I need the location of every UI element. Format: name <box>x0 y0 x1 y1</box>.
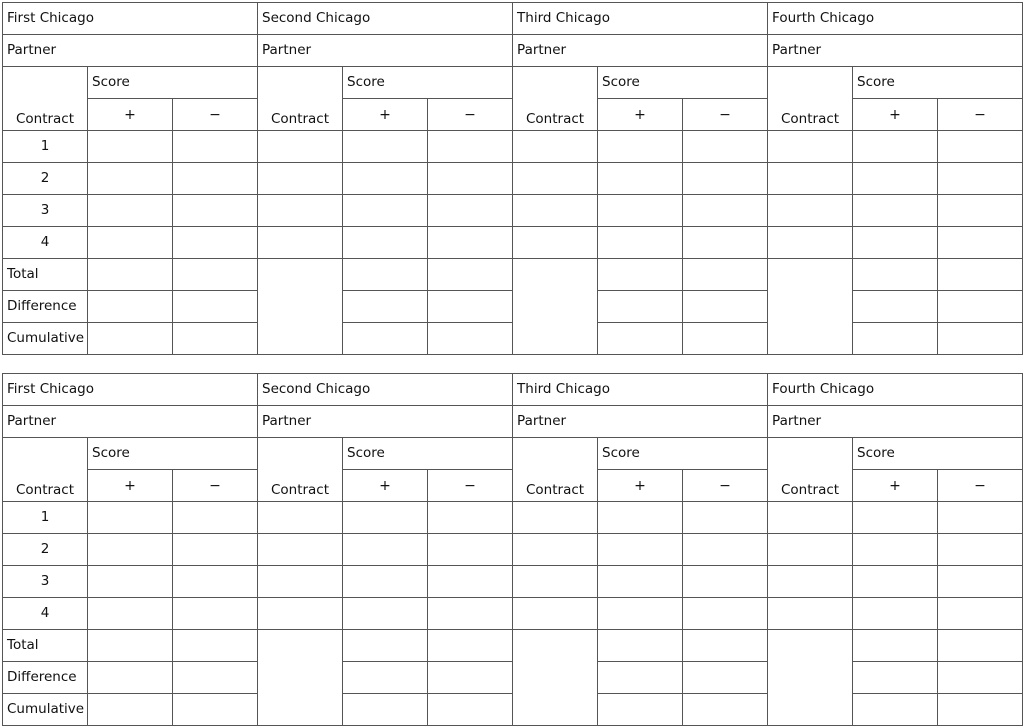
plus-score-cell[interactable] <box>88 195 173 227</box>
minus-header: − <box>428 99 513 131</box>
plus-minus-row <box>3 99 1023 131</box>
minus-score-cell[interactable] <box>428 502 513 534</box>
contract-cell[interactable] <box>513 131 598 163</box>
plus-score-cell[interactable] <box>343 131 428 163</box>
round-row <box>3 502 1023 534</box>
partner-field[interactable]: Partner <box>3 35 258 67</box>
contract-cell[interactable] <box>768 163 853 195</box>
plus-header: + <box>598 99 683 131</box>
minus-score-cell[interactable] <box>938 227 1023 259</box>
game-title: Third Chicago <box>513 3 768 35</box>
minus-total-cell[interactable] <box>428 323 513 355</box>
game-title: Second Chicago <box>258 3 513 35</box>
contract-cell[interactable] <box>768 566 853 598</box>
contract-cell[interactable] <box>513 227 598 259</box>
contract-blank-cell <box>768 630 853 726</box>
contract-cell[interactable] <box>768 534 853 566</box>
contract-cell[interactable] <box>258 502 343 534</box>
plus-score-cell[interactable] <box>343 598 428 630</box>
minus-score-cell[interactable] <box>938 598 1023 630</box>
minus-score-cell[interactable] <box>683 534 768 566</box>
plus-total-cell[interactable] <box>343 291 428 323</box>
plus-total-cell[interactable] <box>598 291 683 323</box>
minus-score-cell[interactable] <box>428 566 513 598</box>
game-title-row <box>3 3 1023 35</box>
minus-total-cell[interactable] <box>173 323 258 355</box>
minus-score-cell[interactable] <box>683 502 768 534</box>
score-header-row <box>3 67 1023 99</box>
chicago-score-sheet <box>2 2 1023 355</box>
minus-score-cell[interactable] <box>428 131 513 163</box>
chicago-score-sheet <box>2 373 1023 726</box>
plus-header: + <box>853 470 938 502</box>
plus-header: + <box>88 99 173 131</box>
plus-score-cell[interactable] <box>88 163 173 195</box>
plus-score-cell[interactable] <box>343 163 428 195</box>
contract-cell[interactable] <box>258 566 343 598</box>
minus-score-cell[interactable] <box>938 131 1023 163</box>
partner-field[interactable]: Partner <box>258 35 513 67</box>
round-row <box>3 534 1023 566</box>
game-title-row <box>3 374 1023 406</box>
minus-score-cell[interactable] <box>173 195 258 227</box>
minus-total-cell[interactable] <box>683 259 768 291</box>
minus-score-cell[interactable] <box>428 534 513 566</box>
minus-score-cell[interactable] <box>683 163 768 195</box>
minus-header: − <box>938 470 1023 502</box>
summary-row <box>3 630 1023 662</box>
game-title: Fourth Chicago <box>768 374 1023 406</box>
plus-total-cell[interactable] <box>853 694 938 726</box>
minus-score-cell[interactable] <box>173 566 258 598</box>
plus-total-cell[interactable] <box>88 630 173 662</box>
contract-cell[interactable] <box>258 163 343 195</box>
game-title: First Chicago <box>3 374 258 406</box>
minus-total-cell[interactable] <box>683 630 768 662</box>
plus-score-cell[interactable] <box>88 598 173 630</box>
contract-header: Contract <box>513 67 598 131</box>
summary-label: Cumulative <box>3 323 88 355</box>
plus-total-cell[interactable] <box>598 694 683 726</box>
plus-total-cell[interactable] <box>343 694 428 726</box>
contract-header: Contract <box>258 67 343 131</box>
plus-score-cell[interactable] <box>88 227 173 259</box>
minus-header: − <box>173 99 258 131</box>
contract-header: Contract <box>3 438 88 502</box>
contract-cell[interactable] <box>513 163 598 195</box>
plus-score-cell[interactable] <box>853 598 938 630</box>
plus-score-cell[interactable] <box>598 566 683 598</box>
plus-total-cell[interactable] <box>853 291 938 323</box>
plus-total-cell[interactable] <box>598 259 683 291</box>
plus-score-cell[interactable] <box>853 227 938 259</box>
score-header: Score <box>343 67 513 99</box>
contract-cell[interactable] <box>258 227 343 259</box>
minus-total-cell[interactable] <box>428 291 513 323</box>
plus-total-cell[interactable] <box>88 259 173 291</box>
round-number: 1 <box>3 502 88 534</box>
summary-row <box>3 291 1023 323</box>
minus-score-cell[interactable] <box>173 131 258 163</box>
plus-score-cell[interactable] <box>343 227 428 259</box>
minus-score-cell[interactable] <box>683 566 768 598</box>
plus-score-cell[interactable] <box>598 195 683 227</box>
minus-score-cell[interactable] <box>683 227 768 259</box>
minus-score-cell[interactable] <box>683 131 768 163</box>
round-number: 3 <box>3 566 88 598</box>
summary-label: Total <box>3 259 88 291</box>
partner-row <box>3 35 1023 67</box>
minus-header: − <box>173 470 258 502</box>
contract-blank-cell <box>768 259 853 355</box>
contract-cell[interactable] <box>513 502 598 534</box>
plus-score-cell[interactable] <box>88 534 173 566</box>
minus-total-cell[interactable] <box>173 259 258 291</box>
plus-score-cell[interactable] <box>343 195 428 227</box>
plus-header: + <box>343 99 428 131</box>
plus-total-cell[interactable] <box>853 630 938 662</box>
score-header: Score <box>88 438 258 470</box>
game-title: First Chicago <box>3 3 258 35</box>
round-number: 3 <box>3 195 88 227</box>
partner-field[interactable]: Partner <box>768 406 1023 438</box>
plus-total-cell[interactable] <box>853 662 938 694</box>
contract-cell[interactable] <box>258 195 343 227</box>
plus-score-cell[interactable] <box>598 131 683 163</box>
plus-total-cell[interactable] <box>343 662 428 694</box>
minus-score-cell[interactable] <box>683 195 768 227</box>
score-header: Score <box>853 438 1023 470</box>
plus-total-cell[interactable] <box>598 630 683 662</box>
contract-blank-cell <box>258 259 343 355</box>
summary-row <box>3 323 1023 355</box>
contract-header: Contract <box>3 67 88 131</box>
minus-score-cell[interactable] <box>938 566 1023 598</box>
score-header: Score <box>598 438 768 470</box>
round-number: 2 <box>3 163 88 195</box>
score-header: Score <box>598 67 768 99</box>
plus-header: + <box>343 470 428 502</box>
minus-total-cell[interactable] <box>938 259 1023 291</box>
plus-total-cell[interactable] <box>853 323 938 355</box>
plus-total-cell[interactable] <box>853 259 938 291</box>
plus-score-cell[interactable] <box>598 163 683 195</box>
minus-score-cell[interactable] <box>173 163 258 195</box>
score-header: Score <box>88 67 258 99</box>
contract-blank-cell <box>513 259 598 355</box>
plus-header: + <box>598 470 683 502</box>
contract-blank-cell <box>258 630 343 726</box>
summary-label: Total <box>3 630 88 662</box>
score-header-row <box>3 438 1023 470</box>
contract-cell[interactable] <box>513 534 598 566</box>
plus-header: + <box>853 99 938 131</box>
plus-score-cell[interactable] <box>598 534 683 566</box>
plus-score-cell[interactable] <box>88 502 173 534</box>
minus-total-cell[interactable] <box>683 662 768 694</box>
partner-field[interactable]: Partner <box>768 35 1023 67</box>
summary-row <box>3 259 1023 291</box>
round-row <box>3 598 1023 630</box>
minus-score-cell[interactable] <box>683 598 768 630</box>
plus-score-cell[interactable] <box>343 534 428 566</box>
minus-total-cell[interactable] <box>428 662 513 694</box>
plus-score-cell[interactable] <box>598 502 683 534</box>
plus-score-cell[interactable] <box>598 598 683 630</box>
contract-header: Contract <box>768 438 853 502</box>
minus-total-cell[interactable] <box>428 259 513 291</box>
round-row <box>3 227 1023 259</box>
minus-header: − <box>938 99 1023 131</box>
minus-total-cell[interactable] <box>683 323 768 355</box>
minus-total-cell[interactable] <box>428 630 513 662</box>
contract-header: Contract <box>258 438 343 502</box>
summary-label: Difference <box>3 291 88 323</box>
summary-row <box>3 662 1023 694</box>
game-title: Second Chicago <box>258 374 513 406</box>
minus-score-cell[interactable] <box>938 163 1023 195</box>
plus-score-cell[interactable] <box>853 566 938 598</box>
plus-minus-row <box>3 470 1023 502</box>
plus-total-cell[interactable] <box>343 630 428 662</box>
minus-score-cell[interactable] <box>173 502 258 534</box>
minus-score-cell[interactable] <box>938 195 1023 227</box>
minus-score-cell[interactable] <box>173 227 258 259</box>
plus-total-cell[interactable] <box>598 323 683 355</box>
plus-total-cell[interactable] <box>88 323 173 355</box>
contract-header: Contract <box>768 67 853 131</box>
score-header: Score <box>343 438 513 470</box>
partner-row <box>3 406 1023 438</box>
minus-score-cell[interactable] <box>938 502 1023 534</box>
partner-field[interactable]: Partner <box>513 35 768 67</box>
minus-total-cell[interactable] <box>428 694 513 726</box>
plus-score-cell[interactable] <box>598 227 683 259</box>
plus-score-cell[interactable] <box>853 131 938 163</box>
partner-field[interactable]: Partner <box>513 406 768 438</box>
contract-cell[interactable] <box>258 131 343 163</box>
plus-score-cell[interactable] <box>853 534 938 566</box>
plus-score-cell[interactable] <box>853 502 938 534</box>
contract-cell[interactable] <box>258 598 343 630</box>
minus-total-cell[interactable] <box>938 630 1023 662</box>
score-header: Score <box>853 67 1023 99</box>
round-number: 2 <box>3 534 88 566</box>
minus-total-cell[interactable] <box>173 630 258 662</box>
minus-header: − <box>428 470 513 502</box>
round-row <box>3 163 1023 195</box>
minus-score-cell[interactable] <box>173 598 258 630</box>
contract-cell[interactable] <box>513 566 598 598</box>
contract-cell[interactable] <box>513 195 598 227</box>
minus-score-cell[interactable] <box>428 163 513 195</box>
minus-header: − <box>683 470 768 502</box>
plus-total-cell[interactable] <box>343 259 428 291</box>
round-row <box>3 195 1023 227</box>
partner-field[interactable]: Partner <box>3 406 258 438</box>
plus-total-cell[interactable] <box>343 323 428 355</box>
round-number: 1 <box>3 131 88 163</box>
contract-cell[interactable] <box>768 502 853 534</box>
round-number: 4 <box>3 227 88 259</box>
summary-label: Cumulative <box>3 694 88 726</box>
contract-cell[interactable] <box>768 227 853 259</box>
minus-score-cell[interactable] <box>428 227 513 259</box>
minus-score-cell[interactable] <box>173 534 258 566</box>
contract-cell[interactable] <box>768 131 853 163</box>
plus-score-cell[interactable] <box>853 163 938 195</box>
plus-score-cell[interactable] <box>853 195 938 227</box>
plus-total-cell[interactable] <box>88 662 173 694</box>
round-number: 4 <box>3 598 88 630</box>
contract-blank-cell <box>513 630 598 726</box>
plus-total-cell[interactable] <box>88 694 173 726</box>
plus-score-cell[interactable] <box>343 502 428 534</box>
minus-total-cell[interactable] <box>938 323 1023 355</box>
minus-total-cell[interactable] <box>683 291 768 323</box>
plus-header: + <box>88 470 173 502</box>
game-title: Third Chicago <box>513 374 768 406</box>
contract-cell[interactable] <box>513 598 598 630</box>
contract-header: Contract <box>513 438 598 502</box>
plus-score-cell[interactable] <box>88 131 173 163</box>
minus-header: − <box>683 99 768 131</box>
plus-total-cell[interactable] <box>88 291 173 323</box>
minus-total-cell[interactable] <box>173 694 258 726</box>
summary-row <box>3 694 1023 726</box>
minus-score-cell[interactable] <box>428 598 513 630</box>
round-row <box>3 131 1023 163</box>
game-title: Fourth Chicago <box>768 3 1023 35</box>
minus-total-cell[interactable] <box>173 662 258 694</box>
summary-label: Difference <box>3 662 88 694</box>
minus-score-cell[interactable] <box>938 534 1023 566</box>
minus-total-cell[interactable] <box>938 291 1023 323</box>
plus-total-cell[interactable] <box>598 662 683 694</box>
minus-total-cell[interactable] <box>683 694 768 726</box>
plus-score-cell[interactable] <box>88 566 173 598</box>
plus-score-cell[interactable] <box>343 566 428 598</box>
minus-total-cell[interactable] <box>173 291 258 323</box>
minus-total-cell[interactable] <box>938 662 1023 694</box>
minus-score-cell[interactable] <box>428 195 513 227</box>
contract-cell[interactable] <box>258 534 343 566</box>
minus-total-cell[interactable] <box>938 694 1023 726</box>
round-row <box>3 566 1023 598</box>
partner-field[interactable]: Partner <box>258 406 513 438</box>
contract-cell[interactable] <box>768 598 853 630</box>
contract-cell[interactable] <box>768 195 853 227</box>
